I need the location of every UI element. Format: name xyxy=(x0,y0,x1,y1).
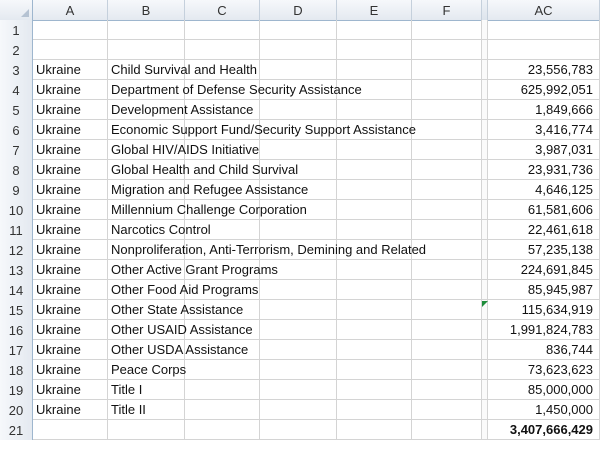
table-row xyxy=(0,280,600,300)
cell-empty[interactable] xyxy=(337,400,412,419)
table-row xyxy=(0,20,600,40)
program-label: Global HIV/AIDS Initiative xyxy=(111,142,260,157)
cell-empty[interactable] xyxy=(185,40,260,59)
program-label: Other USAID Assistance xyxy=(111,322,253,337)
column-header-f[interactable]: F xyxy=(412,0,482,20)
cell-empty[interactable] xyxy=(412,140,482,159)
cell-country[interactable]: Ukraine xyxy=(33,240,108,259)
cell-program[interactable] xyxy=(108,120,416,139)
cell-country[interactable] xyxy=(33,420,108,439)
cell-empty[interactable] xyxy=(337,160,412,179)
row-header[interactable]: 6 xyxy=(0,120,33,140)
cell-program[interactable] xyxy=(108,180,309,199)
column-header-b[interactable]: B xyxy=(108,0,185,20)
cell-empty[interactable] xyxy=(185,420,260,439)
cell-empty[interactable] xyxy=(337,300,412,319)
cell-program[interactable] xyxy=(108,200,307,219)
row-header[interactable]: 14 xyxy=(0,280,33,300)
table-row xyxy=(0,220,600,240)
column-header-c[interactable]: C xyxy=(185,0,260,20)
cell-amount[interactable]: 73,623,623 xyxy=(488,360,600,379)
cell-empty[interactable] xyxy=(337,180,412,199)
cell-amount[interactable]: 3,987,031 xyxy=(488,140,600,159)
cell-program[interactable] xyxy=(108,280,259,299)
cell-empty[interactable] xyxy=(412,100,482,119)
cell-empty[interactable] xyxy=(337,280,412,299)
cell-program[interactable] xyxy=(108,60,257,79)
table-row xyxy=(0,200,600,220)
cell-program[interactable] xyxy=(108,160,299,179)
program-label: Other USDA Assistance xyxy=(111,342,249,357)
program-label: Other State Assistance xyxy=(111,302,244,317)
cell-empty[interactable] xyxy=(412,80,482,99)
row-header[interactable]: 15 xyxy=(0,300,33,320)
cell-program[interactable] xyxy=(108,260,278,279)
row-header[interactable]: 18 xyxy=(0,360,33,380)
select-all-button[interactable] xyxy=(0,0,33,20)
cell-amount[interactable]: 23,931,736 xyxy=(488,160,600,179)
cell-amount[interactable]: 57,235,138 xyxy=(488,240,600,259)
table-row xyxy=(0,420,600,440)
cell-country[interactable]: Ukraine xyxy=(33,280,108,299)
program-label: Global Health and Child Survival xyxy=(111,162,299,177)
cell-program[interactable] xyxy=(108,40,185,59)
cell-empty[interactable] xyxy=(337,420,412,439)
cell-country[interactable]: Ukraine xyxy=(33,320,108,339)
cell-empty[interactable] xyxy=(260,20,337,39)
cell-program[interactable] xyxy=(108,400,185,419)
cell-country[interactable]: Ukraine xyxy=(33,220,108,239)
table-row xyxy=(0,140,600,160)
cell-empty[interactable] xyxy=(412,40,482,59)
cell-empty[interactable] xyxy=(260,360,337,379)
cell-amount[interactable]: 4,646,125 xyxy=(488,180,600,199)
cell-program[interactable] xyxy=(108,340,249,359)
table-row xyxy=(0,260,600,280)
cell-program[interactable] xyxy=(108,300,244,319)
cell-empty[interactable] xyxy=(412,120,482,139)
column-header-ac[interactable]: AC xyxy=(488,0,600,20)
cell-country[interactable]: Ukraine xyxy=(33,300,108,319)
cell-amount[interactable]: 85,000,000 xyxy=(488,380,600,399)
cell-amount[interactable] xyxy=(488,20,600,39)
column-header-e[interactable]: E xyxy=(337,0,412,20)
cell-empty[interactable] xyxy=(260,100,337,119)
cell-empty[interactable] xyxy=(260,380,337,399)
row-header[interactable]: 4 xyxy=(0,80,33,100)
cell-empty[interactable] xyxy=(337,260,412,279)
cell-empty[interactable] xyxy=(412,60,482,79)
cell-program[interactable] xyxy=(108,20,185,39)
cell-country[interactable]: Ukraine xyxy=(33,100,108,119)
program-label: Nonproliferation, Anti-Terrorism, Demining and Related xyxy=(111,242,427,257)
row-header[interactable]: 12 xyxy=(0,240,33,260)
cell-country[interactable]: Ukraine xyxy=(33,380,108,399)
column-header-d[interactable]: D xyxy=(260,0,337,20)
cell-empty[interactable] xyxy=(412,220,482,239)
program-label: Title I xyxy=(111,382,143,397)
cell-amount[interactable]: 3,416,774 xyxy=(488,120,600,139)
cell-empty[interactable] xyxy=(337,100,412,119)
comment-indicator-icon[interactable] xyxy=(482,301,488,307)
cell-empty[interactable] xyxy=(260,140,337,159)
cell-empty[interactable] xyxy=(260,300,337,319)
cell-empty[interactable] xyxy=(337,40,412,59)
cell-empty[interactable] xyxy=(412,340,482,359)
program-label: Development Assistance xyxy=(111,102,254,117)
cell-amount[interactable]: 115,634,919 xyxy=(488,300,600,319)
cell-empty[interactable] xyxy=(337,220,412,239)
cell-country[interactable]: Ukraine xyxy=(33,160,108,179)
cell-empty[interactable] xyxy=(337,140,412,159)
cell-country[interactable]: Ukraine xyxy=(33,360,108,379)
cell-empty[interactable] xyxy=(260,220,337,239)
row-header[interactable]: 3 xyxy=(0,60,33,80)
cell-empty[interactable] xyxy=(185,400,260,419)
cell-country[interactable] xyxy=(33,40,108,59)
cell-empty[interactable] xyxy=(412,260,482,279)
cell-empty[interactable] xyxy=(412,280,482,299)
cell-country[interactable]: Ukraine xyxy=(33,80,108,99)
cell-amount[interactable]: 85,945,987 xyxy=(488,280,600,299)
row-header[interactable]: 17 xyxy=(0,340,33,360)
row-header[interactable]: 9 xyxy=(0,180,33,200)
program-label: Migration and Refugee Assistance xyxy=(111,182,309,197)
cell-empty[interactable] xyxy=(185,380,260,399)
cell-empty[interactable] xyxy=(412,20,482,39)
cell-amount[interactable] xyxy=(488,40,600,59)
table-row xyxy=(0,380,600,400)
cell-country[interactable]: Ukraine xyxy=(33,140,108,159)
cell-country[interactable] xyxy=(33,20,108,39)
cell-program[interactable] xyxy=(108,380,185,399)
cell-empty[interactable] xyxy=(337,60,412,79)
cell-empty[interactable] xyxy=(260,40,337,59)
cell-empty[interactable] xyxy=(412,160,482,179)
cell-country[interactable]: Ukraine xyxy=(33,260,108,279)
row-header[interactable]: 20 xyxy=(0,400,33,420)
cell-empty[interactable] xyxy=(412,360,482,379)
cell-empty[interactable] xyxy=(412,200,482,219)
table-row xyxy=(0,120,600,140)
cell-empty[interactable] xyxy=(337,20,412,39)
cell-total[interactable]: 3,407,666,429 xyxy=(488,420,600,439)
cell-amount[interactable]: 625,992,051 xyxy=(488,80,600,99)
cell-empty[interactable] xyxy=(412,320,482,339)
row-header[interactable]: 11 xyxy=(0,220,33,240)
program-label: Millennium Challenge Corporation xyxy=(111,202,307,217)
table-row xyxy=(0,100,600,120)
row-header[interactable]: 13 xyxy=(0,260,33,280)
cell-empty[interactable] xyxy=(260,60,337,79)
program-label: Narcotics Control xyxy=(111,222,211,237)
program-label: Other Food Aid Programs xyxy=(111,282,259,297)
cell-empty[interactable] xyxy=(185,360,260,379)
row-header[interactable]: 1 xyxy=(0,20,33,40)
row-header[interactable]: 21 xyxy=(0,420,33,440)
cell-amount[interactable]: 1,991,824,783 xyxy=(488,320,600,339)
cell-program[interactable] xyxy=(108,80,362,99)
table-row xyxy=(0,40,600,60)
cell-amount[interactable]: 224,691,845 xyxy=(488,260,600,279)
cell-empty[interactable] xyxy=(260,340,337,359)
row-header[interactable]: 2 xyxy=(0,40,33,60)
table-row xyxy=(0,60,600,80)
cell-country[interactable]: Ukraine xyxy=(33,180,108,199)
cell-country[interactable]: Ukraine xyxy=(33,200,108,219)
column-header-a[interactable]: A xyxy=(33,0,108,20)
cell-country[interactable]: Ukraine xyxy=(33,400,108,419)
cell-amount[interactable]: 22,461,618 xyxy=(488,220,600,239)
cell-empty[interactable] xyxy=(260,400,337,419)
cell-empty[interactable] xyxy=(412,300,482,319)
row-header[interactable]: 16 xyxy=(0,320,33,340)
cell-empty[interactable] xyxy=(185,20,260,39)
cell-empty[interactable] xyxy=(260,320,337,339)
cell-amount[interactable]: 23,556,783 xyxy=(488,60,600,79)
cell-amount[interactable]: 1,450,000 xyxy=(488,400,600,419)
row-header[interactable]: 19 xyxy=(0,380,33,400)
cell-program[interactable] xyxy=(108,220,211,239)
table-row xyxy=(0,180,600,200)
cell-program[interactable] xyxy=(108,100,254,119)
cell-program[interactable] xyxy=(108,420,185,439)
cell-country[interactable]: Ukraine xyxy=(33,340,108,359)
program-label: Department of Defense Security Assistance xyxy=(111,82,362,97)
cell-country[interactable]: Ukraine xyxy=(33,60,108,79)
row-header[interactable]: 5 xyxy=(0,100,33,120)
cell-empty[interactable] xyxy=(260,420,337,439)
row-header[interactable]: 8 xyxy=(0,160,33,180)
cell-empty[interactable] xyxy=(337,380,412,399)
cell-amount[interactable]: 1,849,666 xyxy=(488,100,600,119)
table-row xyxy=(0,160,600,180)
cell-empty[interactable] xyxy=(260,280,337,299)
cell-empty[interactable] xyxy=(337,360,412,379)
program-label: Economic Support Fund/Security Support Assistance xyxy=(111,122,416,137)
cell-program[interactable] xyxy=(108,140,260,159)
cell-empty[interactable] xyxy=(337,200,412,219)
table-row xyxy=(0,400,600,420)
cell-empty[interactable] xyxy=(337,320,412,339)
table-row xyxy=(0,340,600,360)
cell-empty[interactable] xyxy=(412,420,482,439)
table-row xyxy=(0,360,600,380)
table-row xyxy=(0,320,600,340)
program-label: Other Active Grant Programs xyxy=(111,262,278,277)
program-label: Title II xyxy=(111,402,146,417)
cell-program[interactable] xyxy=(108,320,253,339)
program-label: Child Survival and Health xyxy=(111,62,257,77)
cell-empty[interactable] xyxy=(412,380,482,399)
table-row xyxy=(0,240,600,260)
cell-amount[interactable]: 836,744 xyxy=(488,340,600,359)
table-row xyxy=(0,300,600,320)
cell-empty[interactable] xyxy=(412,180,482,199)
cell-empty[interactable] xyxy=(337,340,412,359)
cell-country[interactable]: Ukraine xyxy=(33,120,108,139)
cell-amount[interactable]: 61,581,606 xyxy=(488,200,600,219)
column-header-row xyxy=(0,0,600,21)
program-label: Peace Corps xyxy=(111,362,187,377)
cell-program[interactable] xyxy=(108,240,427,259)
cell-program[interactable] xyxy=(108,360,185,379)
table-row xyxy=(0,80,600,100)
row-header[interactable]: 10 xyxy=(0,200,33,220)
cell-grid xyxy=(0,20,600,450)
cell-empty[interactable] xyxy=(412,400,482,419)
row-header[interactable]: 7 xyxy=(0,140,33,160)
